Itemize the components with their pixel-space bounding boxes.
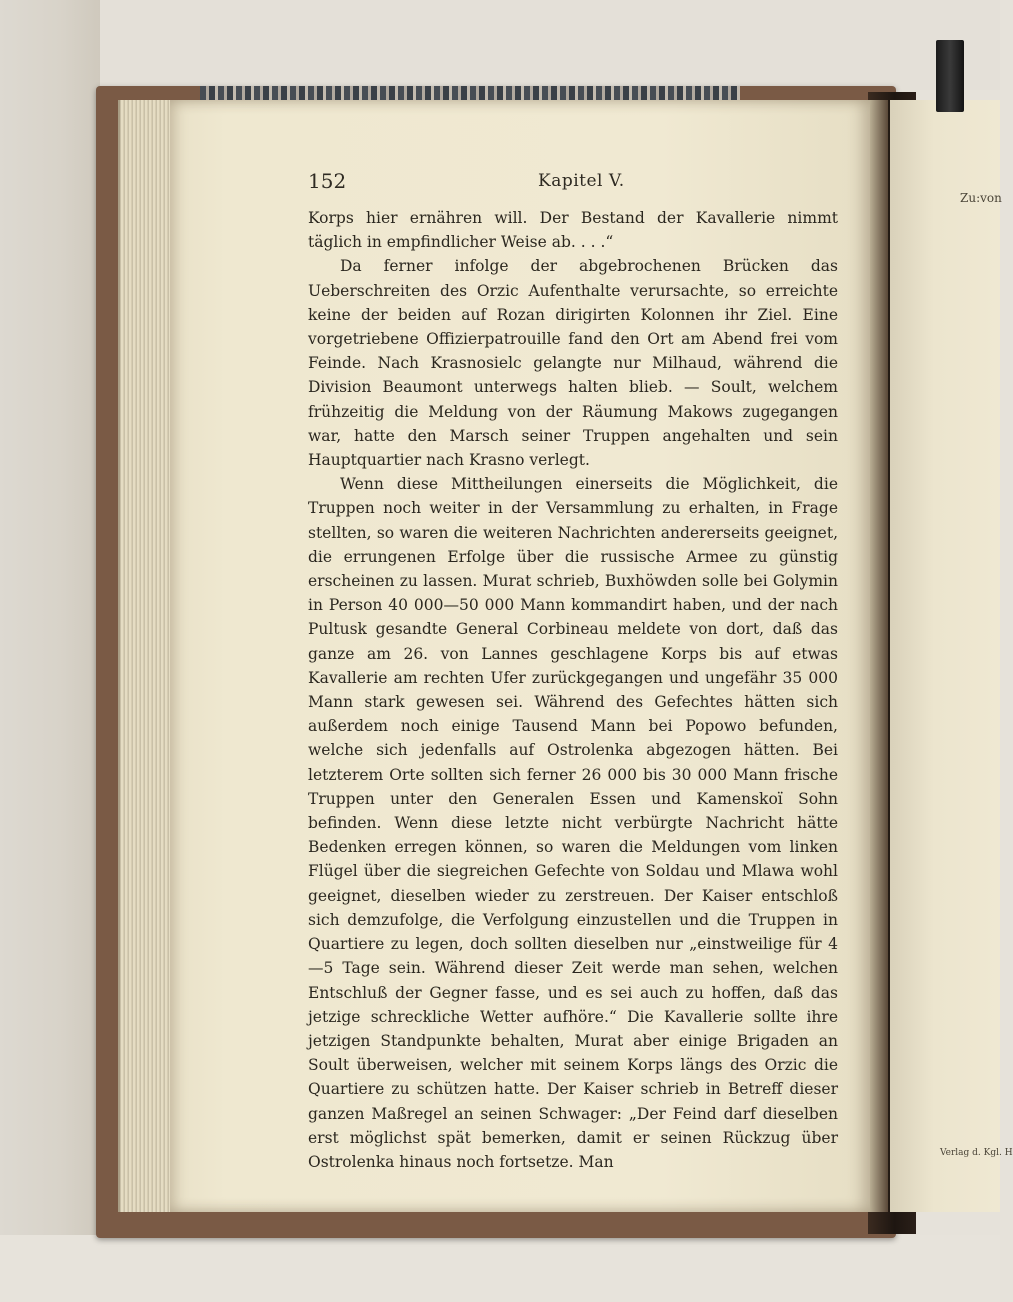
page-edges [118,100,174,1212]
chapter-title: Kapitel V. [538,171,625,191]
backdrop-top [0,0,1000,90]
running-head [296,169,840,193]
binder-clip-icon [936,40,964,112]
backdrop-bottom [0,1235,1000,1302]
page-number: 152 [308,169,347,193]
adjacent-page [890,100,1000,1212]
paragraph: Korps hier ernähren will. Der Bestand der Kavallerie nimmt täglich in empfindlicher Weise ab. . . .“ [308,209,838,252]
paragraph: Wenn diese Mittheilungen einerseits die Möglichkeit, die Truppen noch weiter in der Versammlung zu erhalten, in Frage stellten, so waren die weiteren Nachrichten andererseits geeignet, die errungenen Erfolge über die russische Armee zu günstig erscheinen zu lassen. Murat schrieb, Buxhöwden solle bei Golymin in Person 40 000—50 000 Mann kommandirt haben, und der nach Pultusk gesandte General Corbineau meldete von dort, daß das ganze am 26. von Lannes geschlagene Korps bis auf etwas Kavallerie am rechten Ufer zurückgegangen und ungefähr 35 000 Mann stark gewesen sei. Während des Gefechtes hätten sich außerdem noch einige Tausend Mann bei Popowo befunden, welche sich jedenfalls auf Ostrolenka abgezogen hätten. Bei letzterem Orte sollten sich ferner 26 000 bis 30 000 Mann frische Truppen unter den Generalen Essen und Kamenskoï Sohn befinden. Wenn diese letzte nicht verbürgte Nachricht hätte Bedenken erregen können, so waren die Meldungen vom linken Flügel über die siegreichen Gefechte von Soldau und Mlawa wohl geeignet, dieselben wieder zu zerstreuen. Der Kaiser entschloß sich demzufolge, die Verfolgung einzustellen und die Truppen in Quartiere zu legen, doch sollten dieselben nur „einstweilige für 4—5 Tage sein. Während dieser Zeit werde man sehen, welchen Entschluß der Gegner fasse, und es sei auch zu hoffen, daß das jetzige schreckliche Wetter aufhöre.“ Die Kavallerie sollte ihre jetzigen Standpunkte behalten, Murat aber einige Brigaden an Soult überweisen, welcher mit seinem Korps längs des Orzic die Quartiere zu schützen hatte. Der Kaiser schrieb in Betreff dieser ganzen Maßregel an seinen Schwager: „Der Feind darf dieselben erst möglichst spät bemerken, damit er seinen Rückzug über Ostrolenka hinaus noch fortsetze. Man [308,475,838,1171]
body-text [308,206,838,1174]
backdrop-left [0,0,100,1302]
page-gutter [870,100,888,1212]
adjacent-page-footer: Verlag d. Kgl. H [940,1148,1013,1158]
paragraph: Da ferner infolge der abgebrochenen Brücken das Ueberschreiten des Orzic Aufenthalte verursachte, so erreichte keine der beiden auf Rozan dirigirten Kolonnen ihr Ziel. Eine vorgetriebene Offizierpatrouille fand den Ort am Abend frei vom Feinde. Nach Krasnosielc gelangte nur Milhaud, während die Division Beaumont unterwegs halten blieb. — Soult, welchem frühzeitig die Meldung von der Räumung Makows zugegangen war, hatte den Marsch seiner Truppen angehalten und sein Hauptquartier nach Krasno verlegt. [308,257,838,470]
adjacent-page-heading: Zu:von [960,191,1002,205]
